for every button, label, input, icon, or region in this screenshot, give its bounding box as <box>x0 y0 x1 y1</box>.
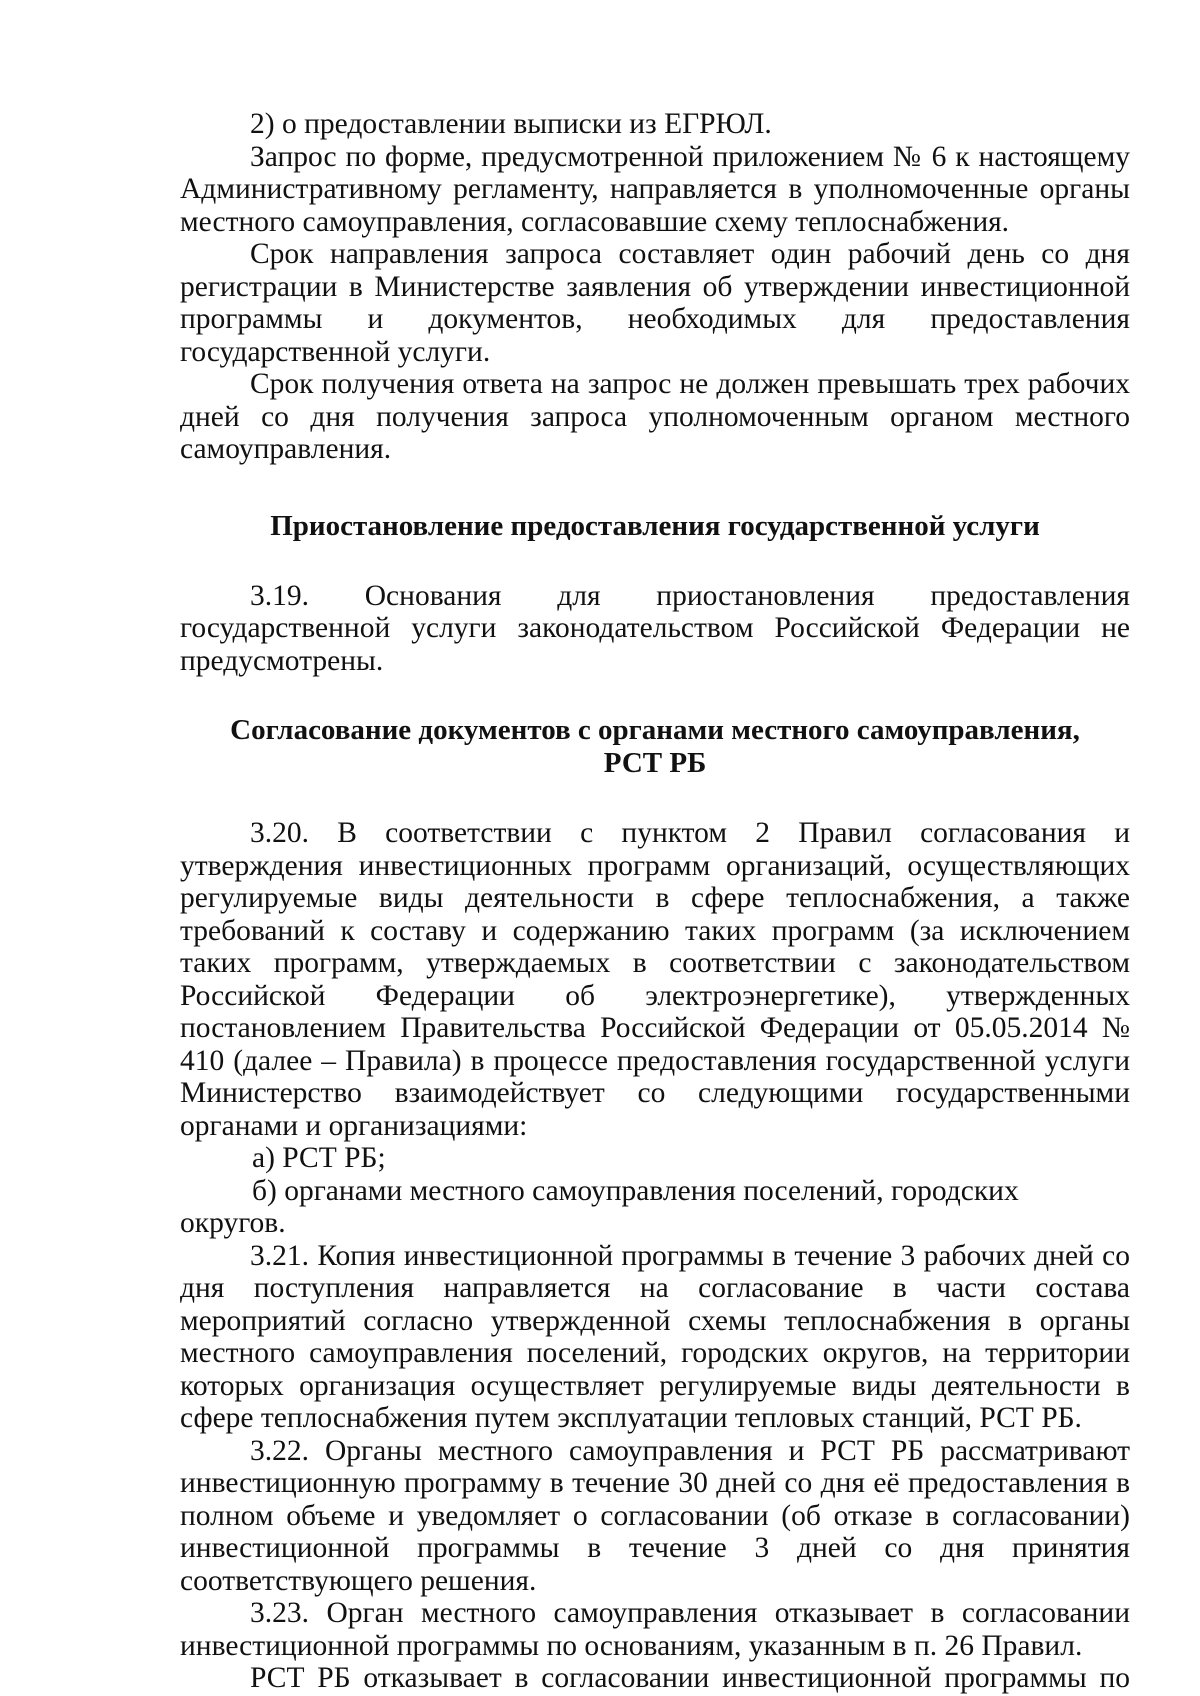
list-item-b: б) органами местного самоуправления поселений, городских округов. <box>180 1174 1019 1239</box>
section-heading-approval-line2: РСТ РБ <box>603 747 707 779</box>
paragraph-3-23: 3.23. Орган местного самоуправления отказывает в согласовании инвестиционной программы по основаниям, указанным в п. 26 Правил. <box>180 1597 1130 1662</box>
paragraph-response-deadline: Срок получения ответа на запрос не должен превышать трех рабочих дней со дня получения запроса уполномоченным органом местного самоуправления. <box>180 368 1130 465</box>
paragraph-egrul: 2) о предоставлении выписки из ЕГРЮЛ. <box>250 108 772 140</box>
section-heading-approval <box>180 714 1130 780</box>
section-heading-suspension: Приостановление предоставления государственной услуги <box>270 509 1040 542</box>
paragraph-request-form: Запрос по форме, предусмотренной приложением № 6 к настоящему Административному регламенту, направляется в уполномоченные органы местного самоуправления, согласовавшие схему теплоснабжения. <box>180 140 1130 238</box>
paragraph-rst-refusal: РСТ РБ отказывает в согласовании инвестиционной программы по <box>250 1662 1130 1694</box>
paragraph-request-deadline: Срок направления запроса составляет один рабочий день со дня регистрации в Министерстве заявления об утверждении инвестиционной программы и документов, необходимых для предоставления государственной услуги. <box>180 238 1130 368</box>
paragraph-3-21: 3.21. Копия инвестиционной программы в течение 3 рабочих дней со дня поступления направляется на согласование в части состава мероприятий согласно утвержденной схемы теплоснабжения в органы местного самоуправления поселений, городских округов, на территории которых организация осуществляет регулируемые виды деятельности в сфере теплоснабжения путем эксплуатации тепловых станций, РСТ РБ. <box>180 1239 1130 1434</box>
paragraph-3-22: 3.22. Органы местного самоуправления и РСТ РБ рассматривают инвестиционную программу в течение 30 дней со дня её предоставления в полном объеме и уведомляет о согласовании (об отказе в согласовании) инвестиционной программы в течение 3 дней со дня принятия соответствующего решения. <box>180 1434 1130 1597</box>
section-heading-approval-line1: Согласование документов с органами местного самоуправления, <box>230 714 1080 746</box>
paragraph-3-20: 3.20. В соответствии с пунктом 2 Правил согласования и утверждения инвестиционных программ организаций, осуществляющих регулируемые виды деятельности в сфере теплоснабжения, а также требований к составу и содержанию таких программ (за исключением таких программ, утверждаемых в соответствии с законодательством Российской Федерации об электроэнергетике), утвержденных постановлением Правительства Российской Федерации от 05.05.2014 № 410 (далее – Правила) в процессе предоставления государственной услуги Министерство взаимодействует со следующими государственными органами и организациями: <box>180 817 1130 1142</box>
list-item-a: а) РСТ РБ; <box>252 1142 386 1174</box>
paragraph-3-19: 3.19. Основания для приостановления предоставления государственной услуги законодательством Российской Федерации не предусмотрены. <box>180 579 1130 677</box>
